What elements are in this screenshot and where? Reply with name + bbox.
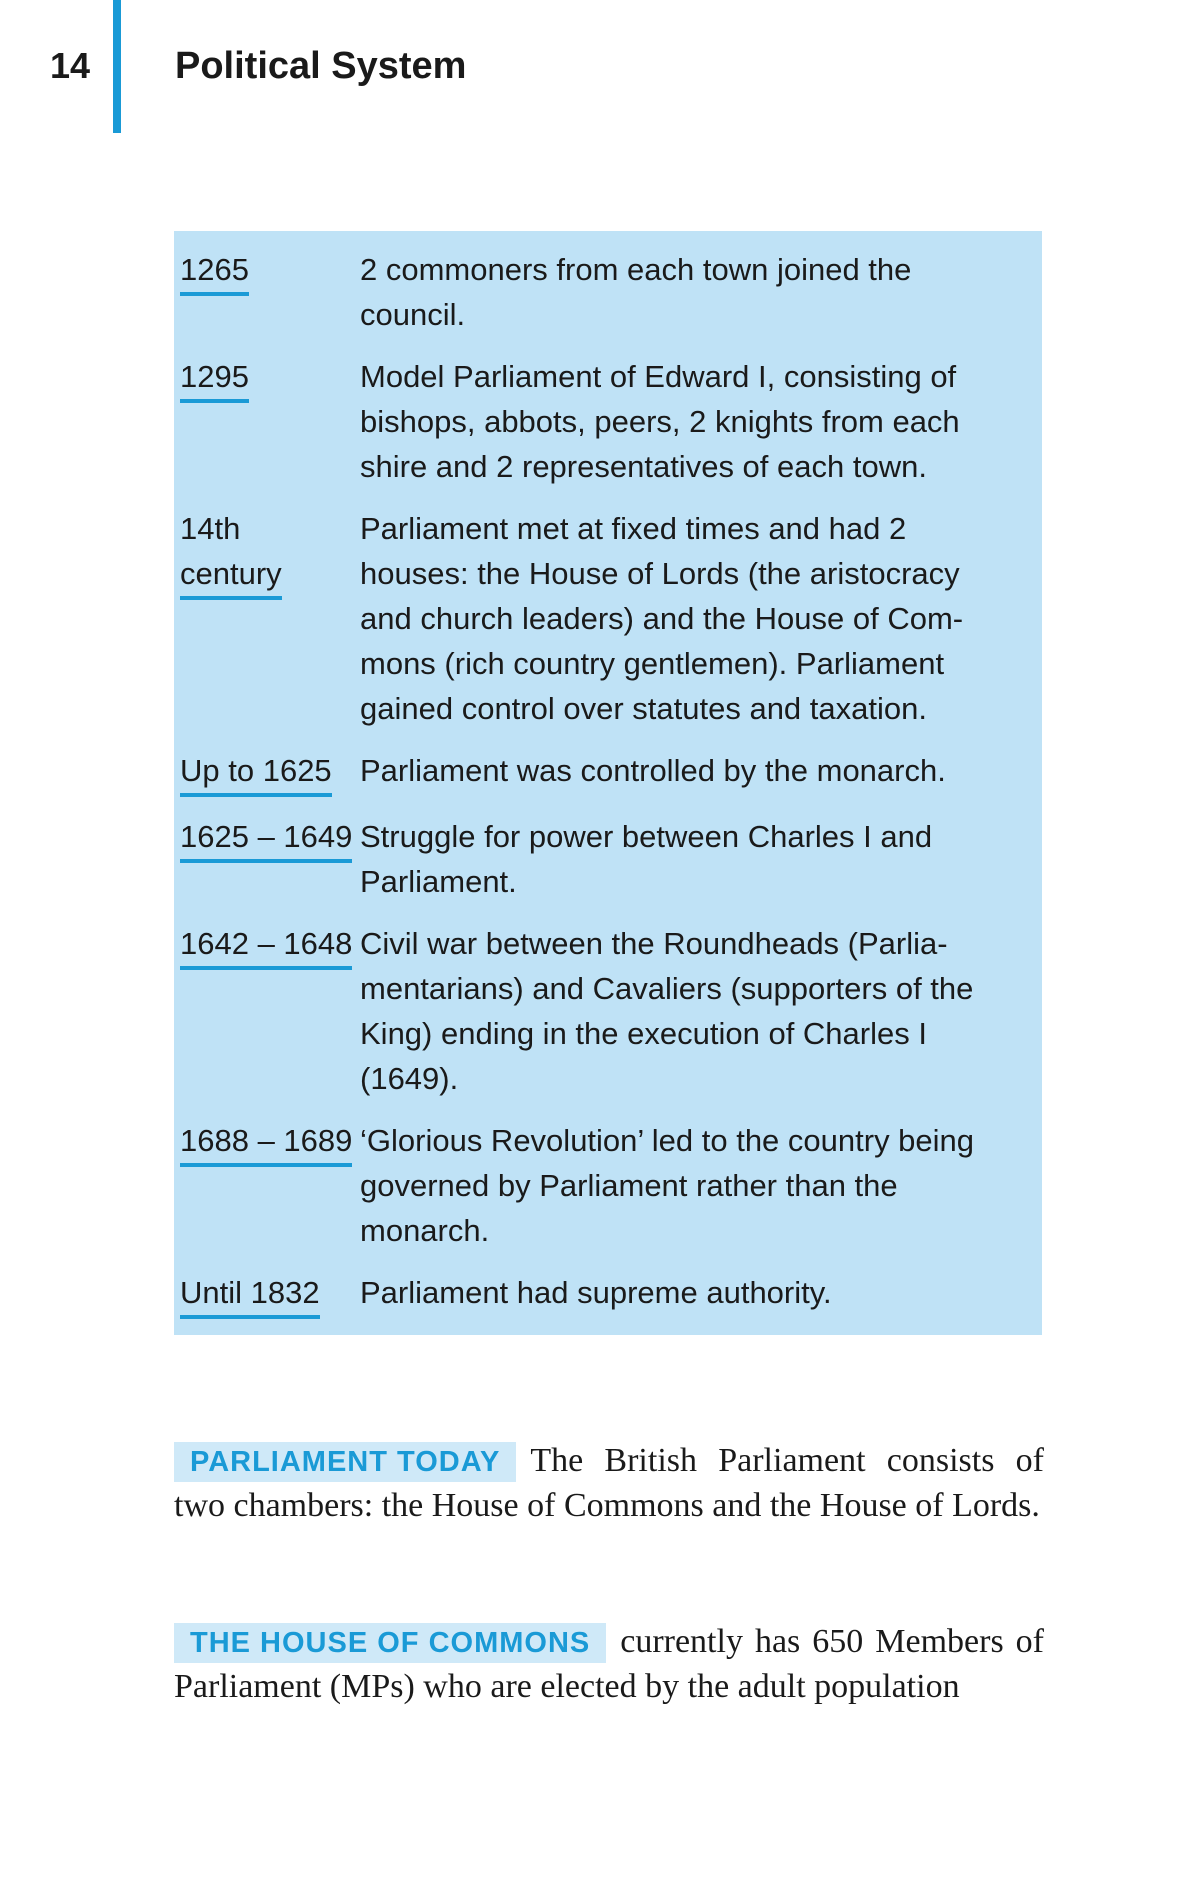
heading-tag-parliament-today: PARLIAMENT TODAY bbox=[174, 1442, 516, 1482]
timeline-row bbox=[180, 506, 1042, 731]
timeline-description: Parliament had supreme authority. bbox=[360, 1275, 832, 1310]
timeline-description: Struggle for power between Charles I and Parliament. bbox=[360, 819, 933, 899]
timeline-row bbox=[180, 1270, 1042, 1319]
timeline-date: 1295 bbox=[180, 354, 249, 403]
timeline-row bbox=[180, 354, 1042, 489]
page-number: 14 bbox=[50, 45, 91, 86]
timeline-date: 1265 bbox=[180, 247, 249, 296]
paragraph-text: currently has 650 Members of Parliament (MPs) who are elected by the adult population bbox=[174, 1623, 1044, 1705]
timeline-box bbox=[174, 231, 1042, 1335]
timeline-date: 1642 – 1648 bbox=[180, 921, 352, 970]
header-accent-bar bbox=[113, 0, 121, 133]
timeline-row bbox=[180, 748, 1042, 797]
timeline-date: Up to 1625 bbox=[180, 748, 332, 797]
timeline-date: 1625 – 1649 bbox=[180, 814, 352, 863]
timeline-date: 14th century bbox=[180, 506, 282, 600]
timeline-row bbox=[180, 1118, 1042, 1253]
paragraph-parliament-today bbox=[174, 1438, 1044, 1528]
timeline-description: Parliament was controlled by the monarch. bbox=[360, 753, 946, 788]
section-title: Political System bbox=[175, 45, 467, 87]
timeline-row bbox=[180, 814, 1042, 904]
timeline-date: 1688 – 1689 bbox=[180, 1118, 352, 1167]
timeline-description: ‘Glorious Revolution’ led to the country being governed by Parliament rather than the monarch. bbox=[360, 1123, 975, 1248]
paragraph-house-of-commons bbox=[174, 1619, 1044, 1709]
timeline-description: Model Parliament of Edward I, consisting of bishops, abbots, peers, 2 knights from each shire and 2 representatives of each town. bbox=[360, 359, 960, 484]
timeline-row bbox=[180, 247, 1042, 337]
timeline-description: 2 commoners from each town joined the council. bbox=[360, 252, 912, 332]
timeline-description: Civil war between the Roundheads (Parlia-mentarians) and Cavaliers (supporters of the King) ending in the execution of Charles I (1649). bbox=[360, 926, 974, 1096]
paragraph-text: The British Parliament consists of two chambers: the House of Commons and the House of Lords. bbox=[174, 1442, 1044, 1524]
timeline-date: Until 1832 bbox=[180, 1270, 320, 1319]
timeline-row bbox=[180, 921, 1042, 1101]
timeline-description: Parliament met at fixed times and had 2 houses: the House of Lords (the aristocracy and church leaders) and the House of Com-mons (rich country gentlemen). Parliament gained control over statutes and taxation. bbox=[360, 511, 964, 726]
heading-tag-house-of-commons: THE HOUSE OF COMMONS bbox=[174, 1623, 606, 1663]
